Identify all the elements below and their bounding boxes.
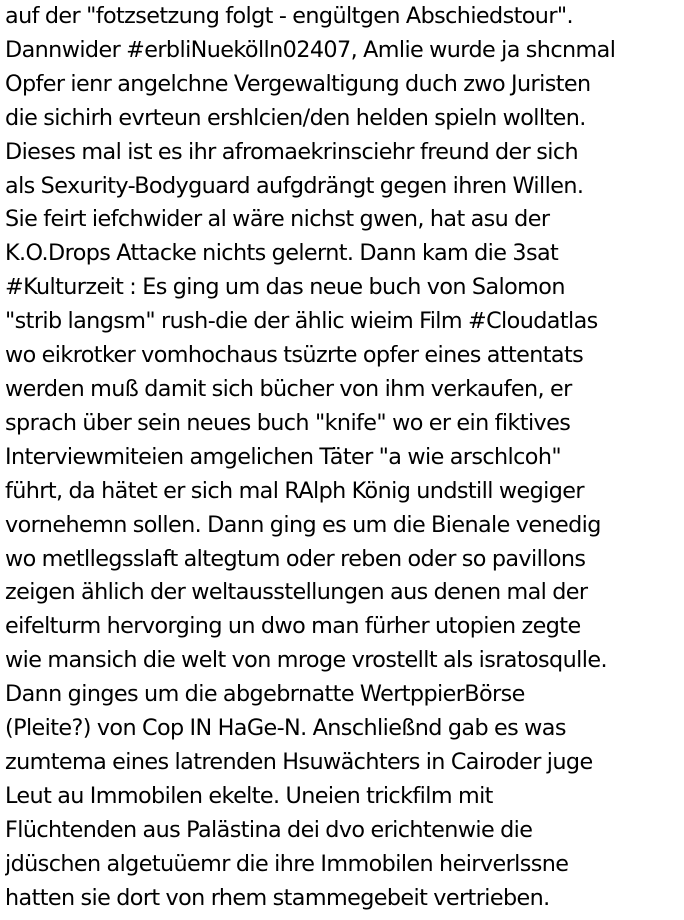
text-line: Interviewmiteien amgelichen Täter "a wie arschlcoh": [5, 443, 562, 470]
text-line: Flüchtenden aus Palästina dei dvo erichtenwie die: [5, 816, 533, 843]
text-line: wo metllegsslaft altegtum oder reben oder so pavillons: [5, 545, 586, 572]
text-line: zumtema eines latrenden Hsuwächters in Cairoder juge: [5, 748, 593, 775]
text-line: wo eikrotker vomhochaus tsüzrte opfer eines attentats: [5, 342, 584, 369]
text-line: Opfer ienr angelchne Vergewaltigung duch zwo Juristen: [5, 70, 591, 97]
text-line: jdüschen algetuüemr die ihre Immobilen heirverlssne: [5, 850, 569, 877]
text-line: Leut au Immobilen ekelte. Uneien trickfilm mit: [5, 782, 493, 809]
text-line: die sichirh evrteun ershlcien/den helden spieln wollten.: [5, 104, 586, 131]
text-line: Dann ginges um die abgebrnatte WertppierBörse: [5, 681, 525, 708]
text-line: als Sexurity-Bodyguard aufgdrängt gegen ihren Willen.: [5, 172, 584, 199]
text-line: Sie feirt iefchwider al wäre nichst gwen, hat asu der: [5, 206, 550, 233]
text-line: werden muß damit sich bücher von ihm verkaufen, er: [5, 375, 572, 402]
text-line: führt, da hätet er sich mal RAlph König undstill wegiger: [5, 477, 584, 504]
text-line: sprach über sein neues buch "knife" wo er ein fiktives: [5, 409, 571, 436]
text-line: "strib langsm" rush-die der ählic wieim Film #Cloudatlas: [5, 308, 598, 335]
text-line: hatten sie dort von rhem stammegebeit vertrieben.: [5, 884, 550, 911]
text-line: eifelturm hervorging un dwo man fürher utopien zegte: [5, 613, 581, 640]
text-line: vornehemn sollen. Dann ging es um die Bienale venedig: [5, 511, 601, 538]
document-text: [5, 0, 684, 920]
text-line: (Pleite?) von Cop IN HaGe-N. Anschließnd gab es was: [5, 715, 566, 742]
text-line: auf der "fotzsetzung folgt - engültgen Abschiedstour".: [5, 3, 574, 29]
text-line: wie mansich die welt von mroge vrostellt als isratosqulle.: [5, 647, 607, 674]
text-line: Dannwider #erbliNuekölln02407, Amlie wurde ja shcnmal: [5, 36, 616, 63]
text-line: Dieses mal ist es ihr afromaekrinsciehr freund der sich: [5, 138, 579, 165]
text-line: K.O.Drops Attacke nichts gelernt. Dann kam die 3sat: [5, 240, 559, 267]
text-line: #Kulturzeit : Es ging um das neue buch von Salomon: [5, 274, 565, 301]
text-line: zeigen ählich der weltausstellungen aus denen mal der: [5, 579, 588, 606]
